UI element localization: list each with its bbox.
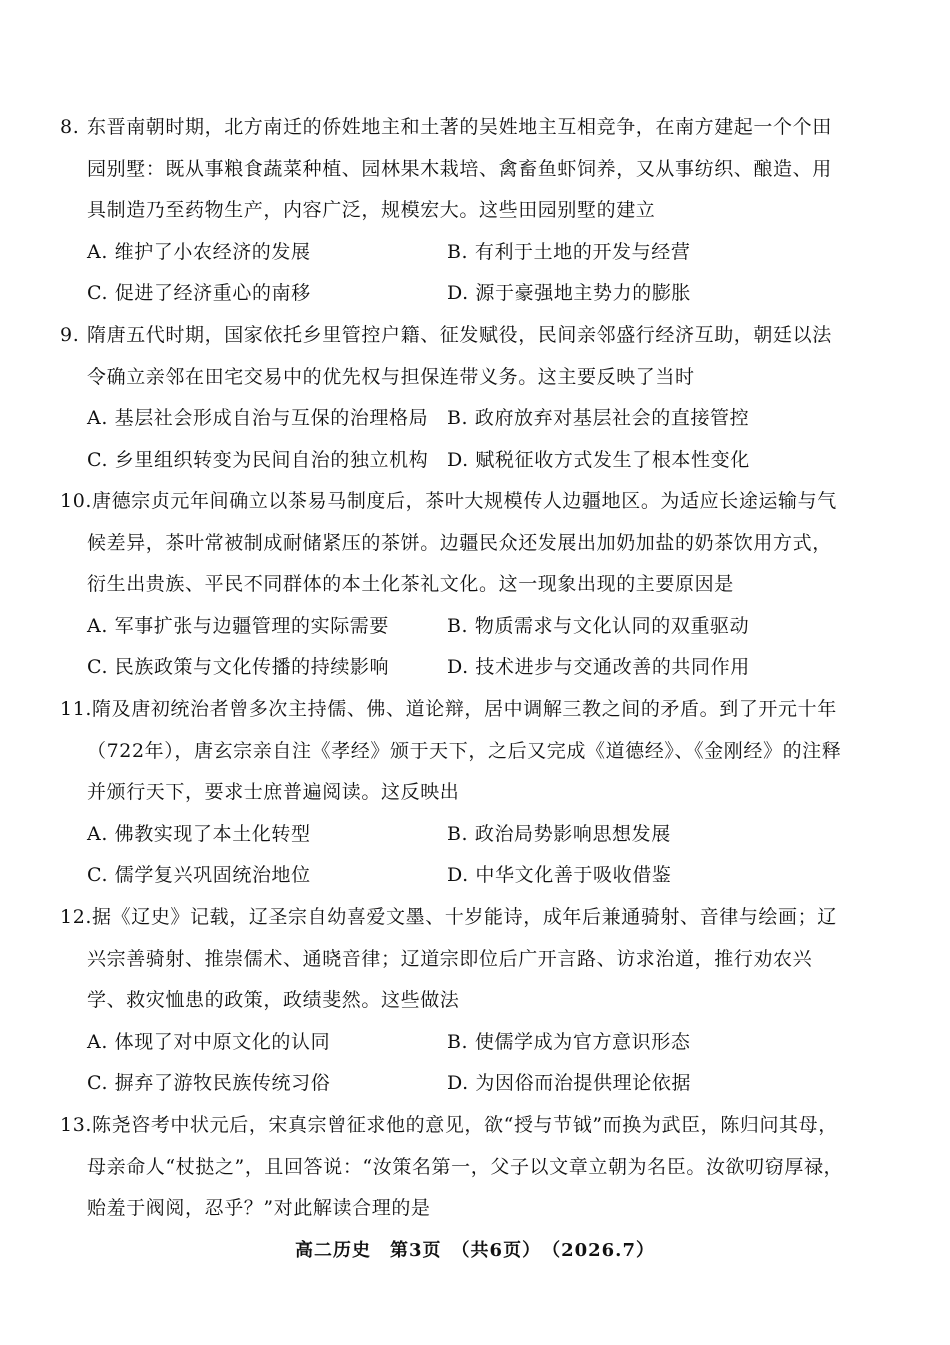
question-text: 隋唐五代时期，国家依托乡里管控户籍、征发赋役，民间亲邻盛行经济互助，朝廷以法令确立亲邻在田宅交易中的优先权与担保连带义务。这主要反映了当时 <box>87 324 832 388</box>
option-d[interactable]: D. 赋税征收方式发生了根本性变化 <box>447 448 750 471</box>
option-a[interactable]: A. 维护了小农经济的发展 <box>87 240 311 263</box>
option-list <box>60 232 850 315</box>
option-b[interactable]: B. 物质需求与文化认同的双重驱动 <box>447 614 750 637</box>
option-d[interactable]: D. 中华文化善于吸收借鉴 <box>447 864 672 886</box>
question-number: 13. <box>60 1114 93 1136</box>
question-number: 11. <box>60 698 93 720</box>
option-b[interactable]: B. 使儒学成为官方意识形态 <box>447 1030 691 1053</box>
question-stem <box>60 107 850 232</box>
option-b[interactable]: B. 政治局势影响思想发展 <box>447 822 671 845</box>
option-c[interactable]: C. 民族政策与文化传播的持续影响 <box>87 656 390 678</box>
question-text: 据《辽史》记载，辽圣宗自幼喜爱文墨、十岁能诗，成年后兼通骑射、音律与绘画；辽兴宗善骑射、推崇儒术、通晓音律；辽道宗即位后广开言路、访求治道，推行劝农兴学、救灾恤患的政策，政绩斐然。这些做法 <box>87 906 837 1011</box>
question-12 <box>60 897 850 1105</box>
option-c[interactable]: C. 促进了经济重心的南移 <box>87 282 311 304</box>
question-text: 隋及唐初统治者曾多次主持儒、佛、道论辩，居中调解三教之间的矛盾。到了开元十年（722年），唐玄宗亲自注《孝经》颁于天下，之后又完成《道德经》、《金刚经》的注释并颁行天下，要求士庶普遍阅读。这反映出 <box>87 698 842 803</box>
question-number: 10. <box>60 490 93 512</box>
question-8 <box>60 107 850 315</box>
question-number: 8. <box>60 116 80 138</box>
option-d[interactable]: D. 为因俗而治提供理论依据 <box>447 1072 692 1094</box>
option-b[interactable]: B. 有利于土地的开发与经营 <box>447 240 691 263</box>
option-d[interactable]: D. 源于豪强地主势力的膨胀 <box>447 282 692 304</box>
question-10 <box>60 481 850 689</box>
question-number: 12. <box>60 906 93 928</box>
question-stem <box>60 689 850 814</box>
question-stem <box>60 481 850 606</box>
question-text: 陈尧咨考中状元后，宋真宗曾征求他的意见，欲“授与节钺”而换为武臣，陈归问其母，母亲命人“杖挞之”，且回答说：“汝策名第一，父子以文章立朝为名臣。汝欲叨窃厚禄，贻羞于阀阅，忍乎？”对此解读合理的是 <box>87 1114 844 1219</box>
question-text: 唐德宗贞元年间确立以茶易马制度后，茶叶大规模传人边疆地区。为适应长途运输与气候差异，茶叶常被制成耐储紧压的茶饼。边疆民众还发展出加奶加盐的奶茶饮用方式，衍生出贵族、平民不同群体的本土化茶礼文化。这一现象出现的主要原因是 <box>87 490 837 595</box>
option-c[interactable]: C. 儒学复兴巩固统治地位 <box>87 864 311 886</box>
option-c[interactable]: C. 乡里组织转变为民间自治的独立机构 <box>87 448 429 471</box>
option-a[interactable]: A. 体现了对中原文化的认同 <box>87 1030 331 1053</box>
question-9 <box>60 315 850 481</box>
option-b[interactable]: B. 政府放弃对基层社会的直接管控 <box>447 407 750 429</box>
question-13 <box>60 1105 850 1230</box>
option-list <box>60 398 850 481</box>
option-a[interactable]: A. 佛教实现了本土化转型 <box>87 822 311 845</box>
option-list <box>60 606 850 689</box>
question-11 <box>60 689 850 897</box>
question-stem <box>60 315 850 398</box>
question-stem <box>60 897 850 1022</box>
question-stem <box>60 1105 850 1230</box>
option-a[interactable]: A. 军事扩张与边疆管理的实际需要 <box>87 614 390 637</box>
option-list <box>60 814 850 897</box>
option-c[interactable]: C. 摒弃了游牧民族传统习俗 <box>87 1072 331 1094</box>
page-footer: 高二历史 第3页 （共6页） （2026.7） <box>295 1240 655 1261</box>
option-a[interactable]: A. 基层社会形成自治与互保的治理格局 <box>87 407 429 429</box>
option-list <box>60 1022 850 1105</box>
option-d[interactable]: D. 技术进步与交通改善的共同作用 <box>447 656 750 678</box>
question-text: 东晋南朝时期，北方南迁的侨姓地主和土著的吴姓地主互相竞争，在南方建起一个个田园别墅：既从事粮食蔬菜种植、园林果木栽培、禽畜鱼虾饲养，又从事纺织、酿造、用具制造乃至药物生产，内容广泛，规模宏大。这些田园别墅的建立 <box>87 116 832 221</box>
question-number: 9. <box>60 324 80 346</box>
